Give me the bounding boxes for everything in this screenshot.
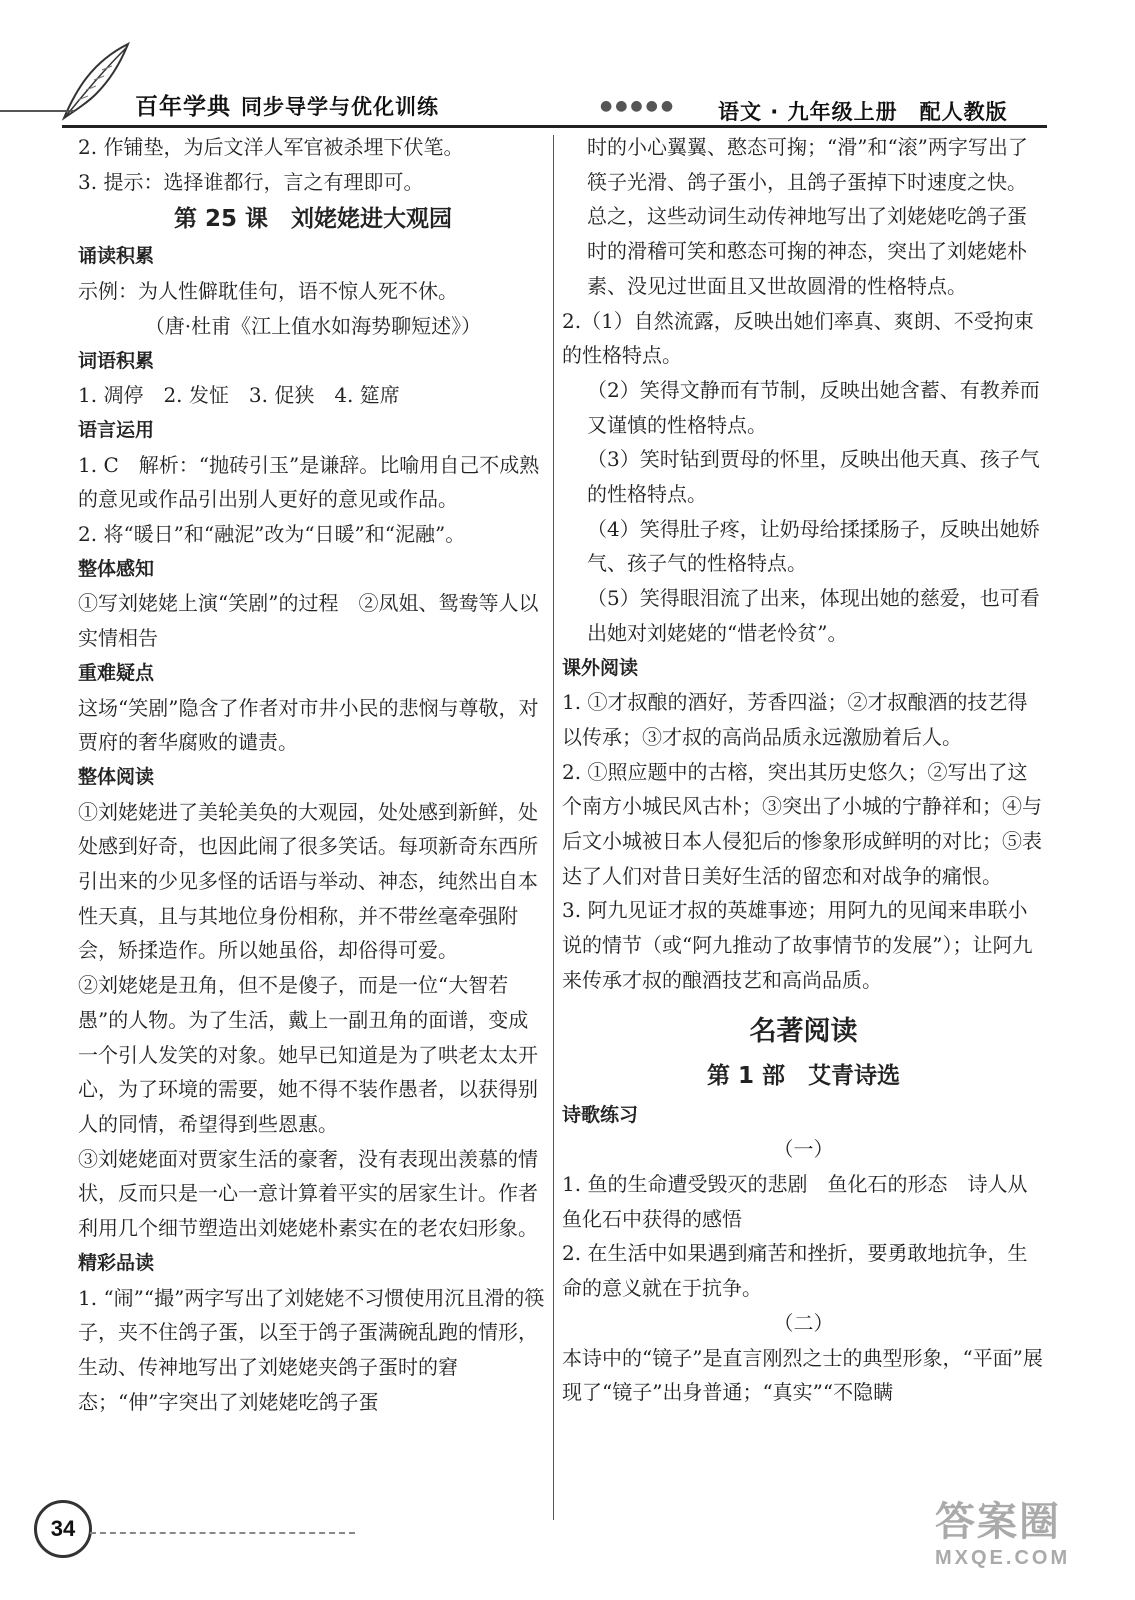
edition-label: 语文 · 九年级上册 配人教版	[718, 100, 1008, 124]
answer-paragraph: （二）	[773, 1310, 834, 1335]
series-subtitle: 同步导学与优化训练	[241, 95, 439, 119]
answer-paragraph: 时的小心翼翼、憨态可掬；“滑”和“滚”两字写出了筷子光滑、鸽子蛋小，且鸽子蛋掉下时速度之快。总之，这些动词生动传神地写出了刘姥姥吃鸽子蛋时的滑稽可笑和憨态可掬的神态，突出了刘姥姥朴素、没见过世面且又世故圆滑的性格特点。	[587, 135, 1028, 298]
answer-paragraph: 1. “闹”“撮”两字写出了刘姥姥不习惯使用沉且滑的筷子，夹不住鸽子蛋，以至于鸽子蛋满碗乱跑的情形，生动、传神地写出了刘姥姥夹鸽子蛋时的窘态；“伸”字突出了刘姥姥吃鸽子蛋	[78, 1285, 545, 1414]
right-column	[562, 130, 1045, 1410]
section-heading: 诵读积累	[78, 245, 155, 268]
watermark-logo	[935, 1490, 1115, 1590]
watermark-url: MXQE.COM	[935, 1547, 1071, 1569]
answer-paragraph: 2. 在生活中如果遇到痛苦和挫折，要勇敢地抗争，生命的意义就在于抗争。	[562, 1241, 1028, 1301]
answer-paragraph: 1. 鱼的生命遭受毁灭的悲剧 鱼化石的形态 诗人从鱼化石中获得的感悟	[562, 1171, 1028, 1231]
answer-paragraph: 1. ①才叔酿的酒好，芳香四溢；②才叔酿酒的技艺得以传承；③才叔的高尚品质永远激励着后人。	[562, 690, 1028, 749]
answer-paragraph: 3. 阿九见证才叔的英雄事迹；用阿九的见闻来串联小说的情节（或“阿九推动了故事情节的发展”）；让阿九来传承才叔的酿酒技艺和高尚品质。	[562, 898, 1033, 992]
section-heading: 精彩品读	[78, 1251, 155, 1274]
answer-paragraph: 示例：为人性僻耽佳句，语不惊人死不休。	[78, 279, 458, 304]
book-title	[135, 88, 439, 121]
header-rule	[62, 125, 1047, 128]
answer-paragraph: 2. ①照应题中的古榕，突出其历史悠久；②写出了这个南方小城民风古朴；③突出了小城的宁静祥和；④与后文小城被日本人侵犯后的惨象形成鲜明的对比；⑤表达了人们对昔日美好生活的留恋和对战争的痛恨。	[562, 759, 1042, 888]
answer-paragraph: 2. 将“暖日”和“融泥”改为“日暖”和“泥融”。	[78, 522, 466, 547]
answer-paragraph: （唐·杜甫《江上值水如海势聊短述》）	[144, 313, 482, 338]
answer-paragraph: 2.（1）自然流露，反映出她们率真、爽朗、不受拘束的性格特点。	[562, 308, 1034, 368]
lesson-title: 第 25 课 刘姥姥进大观园	[173, 206, 453, 233]
answer-paragraph: ③刘姥姥面对贾家生活的豪奢，没有表现出羡慕的情状，反而只是一心一意计算着平实的居家生计。作者利用几个细节塑造出刘姥姥朴素实在的老农妇形象。	[78, 1146, 538, 1241]
answer-paragraph: ②刘姥姥是丑角，但不是傻子，而是一位“大智若愚”的人物。为了生活，戴上一副丑角的面谱，变成一个引人发笑的对象。她早已知道是为了哄老太太开心，为了环境的需要，她不得不装作愚者，以获得别人的同情，希望得到些恩惠。	[78, 973, 538, 1136]
answer-paragraph: 2. 作铺垫，为后文洋人军官被杀埋下伏笔。	[78, 135, 464, 159]
section-heading: 词语积累	[78, 349, 155, 372]
answer-paragraph: 本诗中的“镜子”是直言刚烈之士的典型形象，“平面”展现了“镜子”出身普通；“真实”“不隐瞒	[562, 1345, 1043, 1405]
answer-paragraph: 1. C 解析：“抛砖引玉”是谦辞。比喻用自己不成熟的意见或作品引出别人更好的意见或作品。	[78, 452, 540, 512]
answer-paragraph: （4）笑得肚子疼，让奶母给揉揉肠子，反映出她娇气、孩子气的性格特点。	[587, 516, 1040, 576]
answer-paragraph: 1. 凋停 2. 发怔 3. 促狭 4. 筵席	[78, 383, 400, 408]
answer-paragraph: 3. 提示：选择谁都行，言之有理即可。	[78, 169, 424, 194]
watermark-text: 答案圈	[935, 1499, 1061, 1545]
page-header	[0, 40, 1135, 130]
column-divider	[553, 135, 554, 1520]
answer-paragraph: （2）笑得文静而有节制，反映出她含蓄、有教养而又谨慎的性格特点。	[587, 377, 1040, 437]
header-left-rule	[0, 110, 74, 112]
section-heading: 重难疑点	[78, 661, 155, 684]
section-heading: 语言运用	[78, 418, 155, 441]
header-dots: ●●●●●	[600, 98, 677, 114]
answer-paragraph: ①写刘姥姥上演“笑剧”的过程 ②凤姐、鸳鸯等人以实情相告	[78, 591, 539, 651]
answer-paragraph: （3）笑时钻到贾母的怀里，反映出他天真、孩子气的性格特点。	[587, 447, 1040, 507]
section-heading: 整体阅读	[78, 765, 155, 788]
brand-name: 百年学典	[135, 94, 231, 120]
section-heading: 课外阅读	[562, 656, 639, 679]
section-title: 名著阅读	[749, 1015, 858, 1047]
answer-paragraph: ①刘姥姥进了美轮美奂的大观园，处处感到新鲜，处处感到好奇，也因此闹了很多笑话。每项新奇东西所引出来的少见多怪的话语与举动、神态，纯然出自本性天真，且与其地位身份相称，并不带丝毫牵强附会，矫揉造作。所以她虽俗，却俗得可爱。	[78, 799, 538, 963]
footer-dashed-line	[90, 1532, 355, 1534]
left-column	[78, 130, 548, 1419]
section-heading: 诗歌练习	[562, 1103, 639, 1126]
answer-paragraph: 这场“笑剧”隐含了作者对市井小民的悲悯与尊敬，对贾府的奢华腐败的谴责。	[78, 695, 539, 755]
answer-paragraph: （一）	[773, 1137, 834, 1162]
part-title: 第 1 部 艾青诗选	[706, 1062, 901, 1089]
answer-paragraph: （5）笑得眼泪流了出来，体现出她的慈爱，也可看出她对刘姥姥的“惜老怜贫”。	[587, 586, 1040, 645]
page-number: 34	[34, 1500, 92, 1558]
section-heading: 整体感知	[78, 557, 155, 580]
